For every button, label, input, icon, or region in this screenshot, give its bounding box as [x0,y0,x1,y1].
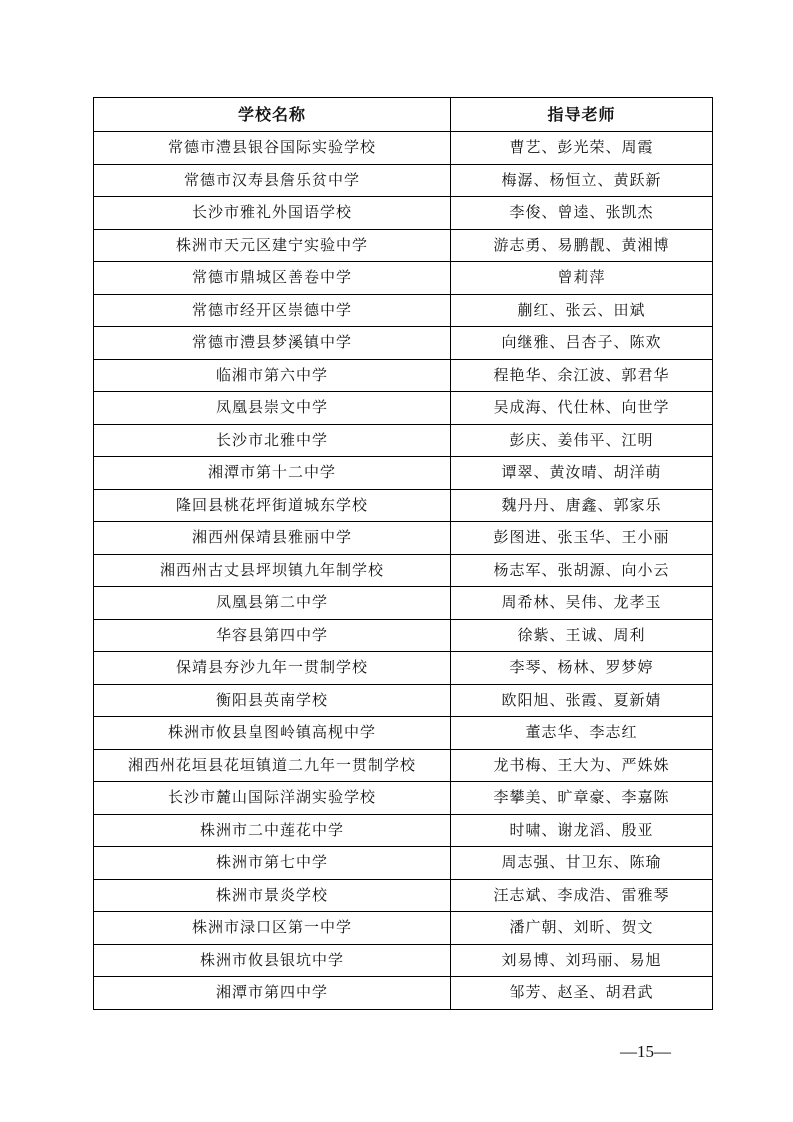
table-row [94,392,713,425]
table-row [94,554,713,587]
teachers-cell: 彭庆、姜伟平、江明 [451,424,713,457]
table-row [94,522,713,555]
table-row [94,684,713,717]
teachers-cell: 时啸、谢龙滔、殷亚 [451,814,713,847]
school-name-cell: 湘潭市第十二中学 [94,457,451,490]
table-body [94,132,713,1010]
teachers-cell: 魏丹丹、唐鑫、郭家乐 [451,489,713,522]
table-row [94,229,713,262]
teachers-cell: 李琴、杨林、罗梦婷 [451,652,713,685]
school-name-cell: 长沙市麓山国际洋湖实验学校 [94,782,451,815]
teachers-cell: 游志勇、易鹏靓、黄湘博 [451,229,713,262]
table-row [94,782,713,815]
table-row [94,652,713,685]
table-row [94,912,713,945]
school-name-cell: 株洲市渌口区第一中学 [94,912,451,945]
table-row [94,164,713,197]
school-name-cell: 湘西州花垣县花垣镇道二九年一贯制学校 [94,749,451,782]
teachers-cell: 杨志军、张胡源、向小云 [451,554,713,587]
table-row [94,619,713,652]
table-row [94,327,713,360]
teachers-cell: 梅潺、杨恒立、黄跃新 [451,164,713,197]
table-row [94,457,713,490]
school-name-cell: 湘西州古丈县坪坝镇九年制学校 [94,554,451,587]
teachers-cell: 潘广朝、刘昕、贺文 [451,912,713,945]
header-teachers: 指导老师 [451,98,713,132]
school-name-cell: 株洲市第七中学 [94,847,451,880]
table-row [94,879,713,912]
table-row [94,132,713,165]
school-table-container [93,97,712,1010]
table-row [94,749,713,782]
school-name-cell: 常德市鼎城区善卷中学 [94,262,451,295]
teachers-cell: 董志华、李志红 [451,717,713,750]
table-row [94,847,713,880]
teachers-cell: 蒯红、张云、田斌 [451,294,713,327]
school-name-cell: 株洲市攸县银坑中学 [94,944,451,977]
table-row [94,262,713,295]
school-name-cell: 株洲市二中莲花中学 [94,814,451,847]
school-name-cell: 株洲市攸县皇图岭镇高枧中学 [94,717,451,750]
page-number: —15— [620,1042,671,1061]
header-school-name: 学校名称 [94,98,451,132]
teachers-cell: 吴成海、代仕林、向世学 [451,392,713,425]
teachers-cell: 曹艺、彭光荣、周霞 [451,132,713,165]
teachers-cell: 李攀美、旷章豪、李嘉陈 [451,782,713,815]
school-name-cell: 保靖县夯沙九年一贯制学校 [94,652,451,685]
table-row [94,424,713,457]
school-name-cell: 凤凰县崇文中学 [94,392,451,425]
school-name-cell: 长沙市雅礼外国语学校 [94,197,451,230]
teachers-cell: 汪志斌、李成浩、雷雅琴 [451,879,713,912]
table-row [94,977,713,1010]
school-name-cell: 华容县第四中学 [94,619,451,652]
school-name-cell: 常德市澧县银谷国际实验学校 [94,132,451,165]
table-row [94,717,713,750]
table-row [94,359,713,392]
table-row [94,814,713,847]
school-teacher-table [93,97,713,1010]
school-name-cell: 临湘市第六中学 [94,359,451,392]
teachers-cell: 欧阳旭、张霞、夏新婧 [451,684,713,717]
table-row [94,489,713,522]
school-name-cell: 常德市汉寿县詹乐贫中学 [94,164,451,197]
teachers-cell: 向继雅、吕杏子、陈欢 [451,327,713,360]
school-name-cell: 湘西州保靖县雅丽中学 [94,522,451,555]
school-name-cell: 凤凰县第二中学 [94,587,451,620]
table-row [94,587,713,620]
teachers-cell: 邹芳、赵圣、胡君武 [451,977,713,1010]
school-name-cell: 衡阳县英南学校 [94,684,451,717]
table-row [94,294,713,327]
teachers-cell: 李俊、曾逵、张凯杰 [451,197,713,230]
school-name-cell: 株洲市天元区建宁实验中学 [94,229,451,262]
table-row [94,197,713,230]
teachers-cell: 周希林、吴伟、龙孝玉 [451,587,713,620]
teachers-cell: 谭翠、黄汝晴、胡洋萌 [451,457,713,490]
school-name-cell: 隆回县桃花坪街道城东学校 [94,489,451,522]
school-name-cell: 常德市经开区崇德中学 [94,294,451,327]
school-name-cell: 株洲市景炎学校 [94,879,451,912]
teachers-cell: 周志强、甘卫东、陈瑜 [451,847,713,880]
school-name-cell: 常德市澧县梦溪镇中学 [94,327,451,360]
table-row [94,944,713,977]
teachers-cell: 刘易博、刘玛丽、易旭 [451,944,713,977]
teachers-cell: 徐紫、王诚、周利 [451,619,713,652]
school-name-cell: 湘潭市第四中学 [94,977,451,1010]
school-name-cell: 长沙市北雅中学 [94,424,451,457]
teachers-cell: 龙书梅、王大为、严姝姝 [451,749,713,782]
teachers-cell: 程艳华、余江波、郭君华 [451,359,713,392]
table-header-row [94,98,713,132]
teachers-cell: 曾莉萍 [451,262,713,295]
teachers-cell: 彭图进、张玉华、王小丽 [451,522,713,555]
